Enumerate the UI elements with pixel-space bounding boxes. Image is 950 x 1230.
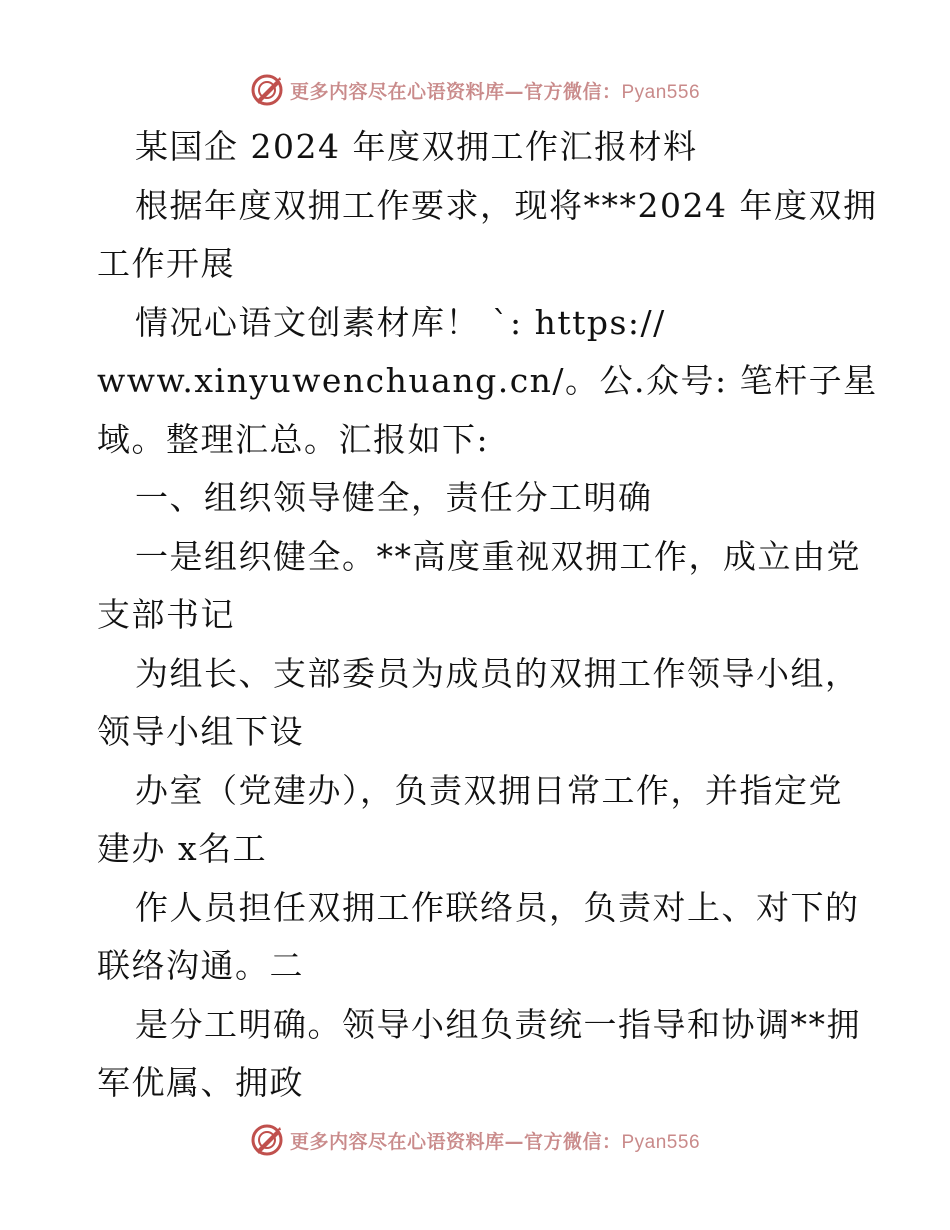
document-body (97, 118, 878, 1113)
doc-line: 办室（党建办），负责双拥日常工作，并指定党 (135, 770, 843, 810)
doc-line: 支部书记 (97, 595, 235, 634)
wechat-id: Pyan556 (621, 81, 701, 103)
banner-text: 更多内容尽在心语资料库—官方微信：Pyan556 (289, 1130, 701, 1153)
header-watermark-banner (0, 70, 950, 110)
brand-logo-icon (250, 73, 284, 107)
doc-line: 建办 x名工 (97, 829, 268, 868)
doc-line: 为组长、支部委员为成员的双拥工作领导小组， (135, 653, 860, 693)
doc-line: 领导小组下设 (97, 712, 304, 751)
doc-line: 作人员担任双拥工作联络员，负责对上、对下的 (135, 887, 860, 927)
doc-line: 是分工明确。领导小组负责统一指导和协调**拥 (135, 1004, 861, 1044)
doc-line: 一是组织健全。**高度重视双拥工作，成立由党 (135, 536, 861, 576)
footer-watermark-banner (0, 1120, 950, 1160)
doc-line: 情况心语文创素材库！ `: https:// (135, 302, 666, 342)
brand-logo-icon (250, 1123, 284, 1157)
doc-line: 域。整理汇总。汇报如下: (97, 419, 490, 459)
doc-line: 工作开展 (97, 244, 235, 283)
doc-line: 联络沟通。二 (97, 946, 304, 985)
wechat-id: Pyan556 (621, 1131, 701, 1153)
doc-title: 某国企 2024 年度双拥工作汇报材料 (135, 127, 698, 166)
banner-text: 更多内容尽在心语资料库—官方微信：Pyan556 (289, 80, 701, 103)
doc-line: 军优属、拥政 (97, 1063, 304, 1102)
doc-line: 根据年度双拥工作要求，现将***2024 年度双拥 (135, 185, 878, 225)
doc-line: www.xinyuwenchuang.cn/。公.众号: 笔杆子星 (97, 361, 878, 400)
section-heading: 一、组织领导健全，责任分工明确 (135, 478, 653, 517)
